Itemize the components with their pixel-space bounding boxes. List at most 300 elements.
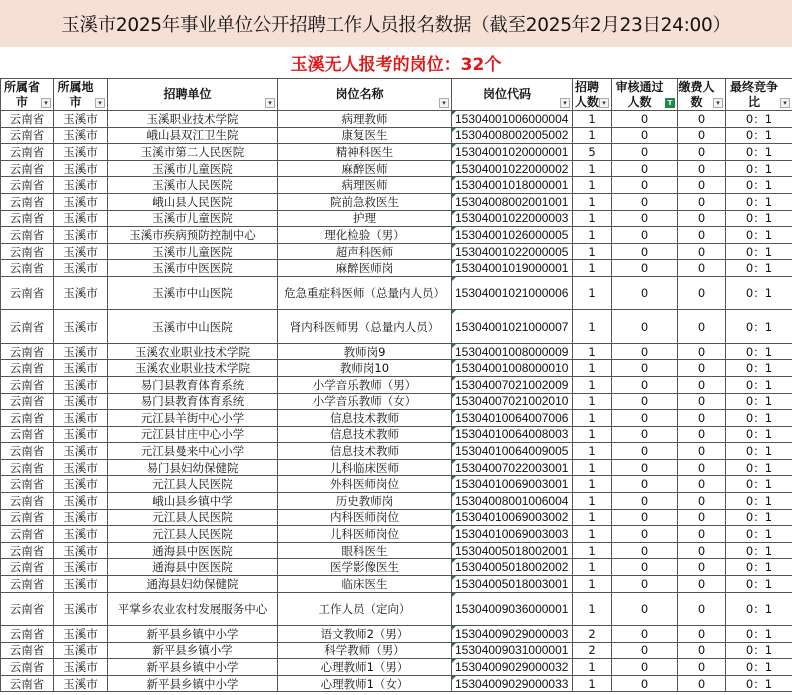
cell-employer[interactable]: 玉溪市第二人民医院: [108, 144, 278, 161]
cell-competition-ratio[interactable]: 0：1: [726, 576, 792, 593]
cell-competition-ratio[interactable]: 0：1: [726, 426, 792, 443]
cell-paid-count[interactable]: 0: [678, 526, 726, 543]
cell-province[interactable]: 云南省: [1, 210, 54, 227]
cell-province[interactable]: 云南省: [1, 626, 54, 643]
cell-hiring-count[interactable]: 1: [573, 509, 612, 526]
cell-approved-count[interactable]: 0: [612, 509, 678, 526]
cell-city[interactable]: 玉溪市: [54, 393, 108, 410]
cell-employer[interactable]: 玉溪市儿童医院: [108, 210, 278, 227]
cell-approved-count[interactable]: 0: [612, 227, 678, 244]
cell-employer[interactable]: 玉溪职业技术学院: [108, 111, 278, 128]
cell-city[interactable]: 玉溪市: [54, 260, 108, 277]
cell-position-code[interactable]: 15304001020000001: [452, 144, 573, 161]
cell-paid-count[interactable]: 0: [678, 111, 726, 128]
cell-paid-count[interactable]: 0: [678, 675, 726, 692]
cell-hiring-count[interactable]: 1: [573, 310, 612, 343]
cell-position-name[interactable]: 信息技术教师: [278, 410, 452, 427]
cell-paid-count[interactable]: 0: [678, 343, 726, 360]
cell-position-name[interactable]: 信息技术教师: [278, 443, 452, 460]
cell-employer[interactable]: 玉溪市儿童医院: [108, 160, 278, 177]
cell-city[interactable]: 玉溪市: [54, 410, 108, 427]
cell-province[interactable]: 云南省: [1, 227, 54, 244]
cell-paid-count[interactable]: 0: [678, 160, 726, 177]
cell-city[interactable]: 玉溪市: [54, 675, 108, 692]
cell-employer[interactable]: 玉溪农业职业技术学院: [108, 343, 278, 360]
cell-position-code[interactable]: 15304001018000001: [452, 177, 573, 194]
cell-position-name[interactable]: 小学音乐教师（男）: [278, 376, 452, 393]
cell-hiring-count[interactable]: 1: [573, 360, 612, 377]
cell-paid-count[interactable]: 0: [678, 642, 726, 659]
cell-approved-count[interactable]: 0: [612, 276, 678, 309]
cell-city[interactable]: 玉溪市: [54, 592, 108, 625]
cell-paid-count[interactable]: 0: [678, 127, 726, 144]
cell-employer[interactable]: 元江县人民医院: [108, 509, 278, 526]
cell-province[interactable]: 云南省: [1, 509, 54, 526]
cell-position-code[interactable]: 15304010069003001: [452, 476, 573, 493]
cell-employer[interactable]: 通海县中医医院: [108, 559, 278, 576]
cell-position-code[interactable]: 15304009029000003: [452, 626, 573, 643]
cell-position-name[interactable]: 临床医生: [278, 576, 452, 593]
cell-province[interactable]: 云南省: [1, 193, 54, 210]
cell-competition-ratio[interactable]: 0：1: [726, 343, 792, 360]
cell-paid-count[interactable]: 0: [678, 243, 726, 260]
cell-competition-ratio[interactable]: 0：1: [726, 360, 792, 377]
cell-competition-ratio[interactable]: 0：1: [726, 443, 792, 460]
cell-position-name[interactable]: 麻醉医师岗: [278, 260, 452, 277]
cell-competition-ratio[interactable]: 0：1: [726, 642, 792, 659]
cell-position-name[interactable]: 病理教师: [278, 111, 452, 128]
cell-employer[interactable]: 峨山县人民医院: [108, 193, 278, 210]
cell-hiring-count[interactable]: 1: [573, 659, 612, 676]
cell-paid-count[interactable]: 0: [678, 177, 726, 194]
cell-city[interactable]: 玉溪市: [54, 476, 108, 493]
cell-position-code[interactable]: 15304010064008003: [452, 426, 573, 443]
cell-competition-ratio[interactable]: 0：1: [726, 459, 792, 476]
cell-employer[interactable]: 峨山县双江卫生院: [108, 127, 278, 144]
cell-hiring-count[interactable]: 1: [573, 410, 612, 427]
filter-dropdown-icon[interactable]: ▾: [780, 98, 790, 108]
cell-province[interactable]: 云南省: [1, 526, 54, 543]
cell-hiring-count[interactable]: 1: [573, 127, 612, 144]
cell-hiring-count[interactable]: 1: [573, 559, 612, 576]
cell-position-name[interactable]: 儿科临床医师: [278, 459, 452, 476]
cell-competition-ratio[interactable]: 0：1: [726, 509, 792, 526]
cell-employer[interactable]: 易门县妇幼保健院: [108, 459, 278, 476]
cell-paid-count[interactable]: 0: [678, 576, 726, 593]
cell-city[interactable]: 玉溪市: [54, 360, 108, 377]
cell-approved-count[interactable]: 0: [612, 310, 678, 343]
cell-employer[interactable]: 玉溪市儿童医院: [108, 243, 278, 260]
cell-competition-ratio[interactable]: 0：1: [726, 127, 792, 144]
cell-province[interactable]: 云南省: [1, 343, 54, 360]
table-row: [1, 626, 792, 643]
cell-employer[interactable]: 平掌乡农业农村发展服务中心: [108, 592, 278, 625]
cell-paid-count[interactable]: 0: [678, 193, 726, 210]
cell-employer[interactable]: 元江县甘庄中心小学: [108, 426, 278, 443]
cell-province[interactable]: 云南省: [1, 360, 54, 377]
cell-position-name[interactable]: 肾内科医师男（总量内人员）: [278, 310, 452, 343]
cell-approved-count[interactable]: 0: [612, 559, 678, 576]
column-header-label: 审核通过人数: [615, 79, 664, 109]
cell-employer[interactable]: 元江县人民医院: [108, 526, 278, 543]
cell-approved-count[interactable]: 0: [612, 393, 678, 410]
cell-competition-ratio[interactable]: 0：1: [726, 526, 792, 543]
cell-province[interactable]: 云南省: [1, 127, 54, 144]
cell-competition-ratio[interactable]: 0：1: [726, 310, 792, 343]
cell-city[interactable]: 玉溪市: [54, 542, 108, 559]
cell-position-name[interactable]: 信息技术教师: [278, 426, 452, 443]
cell-position-name[interactable]: 科学教师（男）: [278, 642, 452, 659]
cell-employer[interactable]: 新平县乡镇中小学: [108, 659, 278, 676]
cell-employer[interactable]: 新平县乡镇小学: [108, 642, 278, 659]
cell-position-name[interactable]: 危急重症科医师（总量内人员）: [278, 276, 452, 309]
cell-position-code[interactable]: 15304009031000001: [452, 642, 573, 659]
cell-position-name[interactable]: 精神科医生: [278, 144, 452, 161]
cell-position-name[interactable]: 康复医生: [278, 127, 452, 144]
cell-paid-count[interactable]: 0: [678, 559, 726, 576]
cell-province[interactable]: 云南省: [1, 443, 54, 460]
cell-position-code[interactable]: 15304010064009005: [452, 443, 573, 460]
cell-approved-count[interactable]: 0: [612, 592, 678, 625]
cell-employer[interactable]: 新平县乡镇中小学: [108, 626, 278, 643]
cell-hiring-count[interactable]: 1: [573, 443, 612, 460]
cell-competition-ratio[interactable]: 0：1: [726, 260, 792, 277]
column-header-label: 所属地市: [57, 79, 94, 109]
cell-paid-count[interactable]: 0: [678, 592, 726, 625]
cell-paid-count[interactable]: 0: [678, 459, 726, 476]
cell-hiring-count[interactable]: 1: [573, 227, 612, 244]
cell-approved-count[interactable]: 0: [612, 542, 678, 559]
cell-position-code[interactable]: 15304001008000009: [452, 343, 573, 360]
cell-position-name[interactable]: 病理医师: [278, 177, 452, 194]
cell-employer[interactable]: 通海县中医医院: [108, 542, 278, 559]
cell-employer[interactable]: 峨山县乡镇中学: [108, 493, 278, 510]
cell-approved-count[interactable]: 0: [612, 360, 678, 377]
cell-approved-count[interactable]: 0: [612, 576, 678, 593]
cell-position-name[interactable]: 教师岗9: [278, 343, 452, 360]
cell-employer[interactable]: 玉溪市疾病预防控制中心: [108, 227, 278, 244]
cell-hiring-count[interactable]: 1: [573, 459, 612, 476]
cell-approved-count[interactable]: 0: [612, 526, 678, 543]
cell-province[interactable]: 云南省: [1, 393, 54, 410]
cell-position-name[interactable]: 院前急救医生: [278, 193, 452, 210]
cell-city[interactable]: 玉溪市: [54, 626, 108, 643]
cell-province[interactable]: 云南省: [1, 376, 54, 393]
cell-position-name[interactable]: 儿科医师岗位: [278, 526, 452, 543]
cell-paid-count[interactable]: 0: [678, 260, 726, 277]
cell-position-name[interactable]: 语文教师2（男）: [278, 626, 452, 643]
cell-approved-count[interactable]: 0: [612, 111, 678, 128]
cell-paid-count[interactable]: 0: [678, 542, 726, 559]
cell-employer[interactable]: 新平县乡镇中小学: [108, 675, 278, 692]
cell-city[interactable]: 玉溪市: [54, 177, 108, 194]
cell-competition-ratio[interactable]: 0：1: [726, 276, 792, 309]
cell-province[interactable]: 云南省: [1, 542, 54, 559]
cell-employer[interactable]: 通海县妇幼保健院: [108, 576, 278, 593]
filter-dropdown-icon[interactable]: ▾: [439, 98, 449, 108]
cell-position-name[interactable]: 眼科医生: [278, 542, 452, 559]
cell-city[interactable]: 玉溪市: [54, 343, 108, 360]
cell-position-code[interactable]: 15304007021002009: [452, 376, 573, 393]
cell-approved-count[interactable]: 0: [612, 193, 678, 210]
cell-position-code[interactable]: 15304007021002010: [452, 393, 573, 410]
cell-approved-count[interactable]: 0: [612, 210, 678, 227]
cell-approved-count[interactable]: 0: [612, 127, 678, 144]
cell-competition-ratio[interactable]: 0：1: [726, 559, 792, 576]
cell-position-code[interactable]: 15304009029000032: [452, 659, 573, 676]
cell-hiring-count[interactable]: 1: [573, 426, 612, 443]
cell-city[interactable]: 玉溪市: [54, 160, 108, 177]
cell-city[interactable]: 玉溪市: [54, 310, 108, 343]
cell-city[interactable]: 玉溪市: [54, 659, 108, 676]
cell-hiring-count[interactable]: 1: [573, 493, 612, 510]
cell-position-name[interactable]: 麻醉医师: [278, 160, 452, 177]
cell-paid-count[interactable]: 0: [678, 144, 726, 161]
cell-hiring-count[interactable]: 1: [573, 210, 612, 227]
cell-city[interactable]: 玉溪市: [54, 459, 108, 476]
cell-city[interactable]: 玉溪市: [54, 443, 108, 460]
cell-approved-count[interactable]: 0: [612, 626, 678, 643]
cell-province[interactable]: 云南省: [1, 177, 54, 194]
cell-city[interactable]: 玉溪市: [54, 509, 108, 526]
cell-position-code[interactable]: 15304005018002002: [452, 559, 573, 576]
cell-city[interactable]: 玉溪市: [54, 376, 108, 393]
cell-competition-ratio[interactable]: 0：1: [726, 111, 792, 128]
cell-paid-count[interactable]: 0: [678, 659, 726, 676]
cell-hiring-count[interactable]: 1: [573, 260, 612, 277]
cell-paid-count[interactable]: 0: [678, 276, 726, 309]
cell-province[interactable]: 云南省: [1, 476, 54, 493]
cell-paid-count[interactable]: 0: [678, 310, 726, 343]
cell-paid-count[interactable]: 0: [678, 443, 726, 460]
cell-city[interactable]: 玉溪市: [54, 193, 108, 210]
filter-dropdown-icon[interactable]: ▾: [560, 98, 570, 108]
cell-competition-ratio[interactable]: 0：1: [726, 675, 792, 692]
cell-competition-ratio[interactable]: 0：1: [726, 659, 792, 676]
cell-province[interactable]: 云南省: [1, 559, 54, 576]
cell-province[interactable]: 云南省: [1, 260, 54, 277]
cell-competition-ratio[interactable]: 0：1: [726, 476, 792, 493]
cell-hiring-count[interactable]: 1: [573, 276, 612, 309]
cell-province[interactable]: 云南省: [1, 310, 54, 343]
cell-competition-ratio[interactable]: 0：1: [726, 410, 792, 427]
cell-competition-ratio[interactable]: 0：1: [726, 193, 792, 210]
cell-paid-count[interactable]: 0: [678, 360, 726, 377]
cell-position-code[interactable]: 15304005018003001: [452, 576, 573, 593]
cell-hiring-count[interactable]: 2: [573, 642, 612, 659]
cell-city[interactable]: 玉溪市: [54, 227, 108, 244]
cell-position-name[interactable]: 医学影像医生: [278, 559, 452, 576]
cell-hiring-count[interactable]: 1: [573, 675, 612, 692]
cell-hiring-count[interactable]: 1: [573, 542, 612, 559]
cell-employer[interactable]: 易门县教育体育系统: [108, 376, 278, 393]
cell-position-code[interactable]: 15304007022003001: [452, 459, 573, 476]
cell-position-name[interactable]: 工作人员（定向）: [278, 592, 452, 625]
cell-position-code[interactable]: 15304008002005002: [452, 127, 573, 144]
cell-paid-count[interactable]: 0: [678, 410, 726, 427]
cell-city[interactable]: 玉溪市: [54, 276, 108, 309]
cell-position-code[interactable]: 15304009036000001: [452, 592, 573, 625]
cell-position-name[interactable]: 教师岗10: [278, 360, 452, 377]
cell-position-code[interactable]: 15304001022000002: [452, 160, 573, 177]
cell-position-code[interactable]: 15304010064007006: [452, 410, 573, 427]
cell-position-code[interactable]: 15304005018002001: [452, 542, 573, 559]
cell-approved-count[interactable]: 0: [612, 410, 678, 427]
cell-approved-count[interactable]: 0: [612, 243, 678, 260]
filter-dropdown-icon[interactable]: ▾: [599, 98, 609, 108]
cell-competition-ratio[interactable]: 0：1: [726, 376, 792, 393]
cell-hiring-count[interactable]: 5: [573, 144, 612, 161]
cell-hiring-count[interactable]: 1: [573, 393, 612, 410]
cell-approved-count[interactable]: 0: [612, 160, 678, 177]
cell-city[interactable]: 玉溪市: [54, 559, 108, 576]
cell-province[interactable]: 云南省: [1, 576, 54, 593]
cell-hiring-count[interactable]: 2: [573, 626, 612, 643]
cell-employer[interactable]: 玉溪市中山医院: [108, 310, 278, 343]
cell-position-code[interactable]: 15304009029000033: [452, 675, 573, 692]
cell-paid-count[interactable]: 0: [678, 210, 726, 227]
cell-hiring-count[interactable]: 1: [573, 592, 612, 625]
cell-position-code[interactable]: 15304001022000003: [452, 210, 573, 227]
cell-province[interactable]: 云南省: [1, 160, 54, 177]
cell-city[interactable]: 玉溪市: [54, 210, 108, 227]
cell-position-name[interactable]: 小学音乐教师（女）: [278, 393, 452, 410]
cell-employer[interactable]: 玉溪农业职业技术学院: [108, 360, 278, 377]
cell-province[interactable]: 云南省: [1, 642, 54, 659]
cell-competition-ratio[interactable]: 0：1: [726, 243, 792, 260]
cell-position-code[interactable]: 15304008002001001: [452, 193, 573, 210]
cell-employer[interactable]: 玉溪市中山医院: [108, 276, 278, 309]
cell-paid-count[interactable]: 0: [678, 227, 726, 244]
cell-province[interactable]: 云南省: [1, 675, 54, 692]
cell-city[interactable]: 玉溪市: [54, 426, 108, 443]
cell-position-name[interactable]: 理化检验（男）: [278, 227, 452, 244]
cell-province[interactable]: 云南省: [1, 493, 54, 510]
cell-competition-ratio[interactable]: 0：1: [726, 177, 792, 194]
cell-city[interactable]: 玉溪市: [54, 144, 108, 161]
cell-hiring-count[interactable]: 1: [573, 177, 612, 194]
cell-hiring-count[interactable]: 1: [573, 526, 612, 543]
cell-paid-count[interactable]: 0: [678, 426, 726, 443]
cell-province[interactable]: 云南省: [1, 243, 54, 260]
cell-province[interactable]: 云南省: [1, 459, 54, 476]
cell-province[interactable]: 云南省: [1, 111, 54, 128]
cell-competition-ratio[interactable]: 0：1: [726, 210, 792, 227]
cell-province[interactable]: 云南省: [1, 144, 54, 161]
cell-employer[interactable]: 元江县人民医院: [108, 476, 278, 493]
cell-province[interactable]: 云南省: [1, 410, 54, 427]
cell-approved-count[interactable]: 0: [612, 260, 678, 277]
cell-hiring-count[interactable]: 1: [573, 343, 612, 360]
cell-hiring-count[interactable]: 1: [573, 111, 612, 128]
cell-approved-count[interactable]: 0: [612, 675, 678, 692]
cell-position-name[interactable]: 内科医师岗位: [278, 509, 452, 526]
cell-competition-ratio[interactable]: 0：1: [726, 227, 792, 244]
cell-approved-count[interactable]: 0: [612, 642, 678, 659]
cell-city[interactable]: 玉溪市: [54, 111, 108, 128]
cell-position-name[interactable]: 护理: [278, 210, 452, 227]
cell-city[interactable]: 玉溪市: [54, 493, 108, 510]
filter-dropdown-icon[interactable]: ▾: [95, 98, 105, 108]
filter-dropdown-icon[interactable]: ▾: [265, 98, 275, 108]
cell-competition-ratio[interactable]: 0：1: [726, 160, 792, 177]
cell-approved-count[interactable]: 0: [612, 177, 678, 194]
cell-position-code[interactable]: 15304010069003002: [452, 509, 573, 526]
cell-competition-ratio[interactable]: 0：1: [726, 542, 792, 559]
cell-province[interactable]: 云南省: [1, 276, 54, 309]
cell-position-code[interactable]: 15304010069003003: [452, 526, 573, 543]
cell-position-name[interactable]: 心理教师1（男）: [278, 659, 452, 676]
filter-active-icon[interactable]: T: [665, 98, 675, 108]
cell-hiring-count[interactable]: 1: [573, 376, 612, 393]
cell-approved-count[interactable]: 0: [612, 426, 678, 443]
cell-city[interactable]: 玉溪市: [54, 642, 108, 659]
cell-approved-count[interactable]: 0: [612, 493, 678, 510]
cell-position-code[interactable]: 15304001022000005: [452, 243, 573, 260]
cell-competition-ratio[interactable]: 0：1: [726, 493, 792, 510]
cell-hiring-count[interactable]: 1: [573, 576, 612, 593]
cell-competition-ratio[interactable]: 0：1: [726, 592, 792, 625]
cell-position-code[interactable]: 15304001006000004: [452, 111, 573, 128]
cell-province[interactable]: 云南省: [1, 659, 54, 676]
cell-position-code[interactable]: 15304008001006004: [452, 493, 573, 510]
cell-paid-count[interactable]: 0: [678, 493, 726, 510]
cell-position-code[interactable]: 15304001021000007: [452, 310, 573, 343]
cell-paid-count[interactable]: 0: [678, 509, 726, 526]
cell-approved-count[interactable]: 0: [612, 459, 678, 476]
cell-approved-count[interactable]: 0: [612, 476, 678, 493]
cell-position-name[interactable]: 外科医师岗位: [278, 476, 452, 493]
cell-hiring-count[interactable]: 1: [573, 160, 612, 177]
cell-hiring-count[interactable]: 1: [573, 476, 612, 493]
cell-paid-count[interactable]: 0: [678, 626, 726, 643]
cell-city[interactable]: 玉溪市: [54, 127, 108, 144]
cell-approved-count[interactable]: 0: [612, 659, 678, 676]
cell-city[interactable]: 玉溪市: [54, 576, 108, 593]
filter-dropdown-icon[interactable]: ▾: [713, 98, 723, 108]
cell-position-name[interactable]: 超声科医师: [278, 243, 452, 260]
cell-employer[interactable]: 玉溪市人民医院: [108, 177, 278, 194]
cell-city[interactable]: 玉溪市: [54, 243, 108, 260]
cell-position-code[interactable]: 15304001008000010: [452, 360, 573, 377]
cell-position-code[interactable]: 15304001019000001: [452, 260, 573, 277]
cell-approved-count[interactable]: 0: [612, 144, 678, 161]
cell-employer[interactable]: 玉溪市中医医院: [108, 260, 278, 277]
cell-competition-ratio[interactable]: 0：1: [726, 626, 792, 643]
cell-competition-ratio[interactable]: 0：1: [726, 393, 792, 410]
cell-hiring-count[interactable]: 1: [573, 193, 612, 210]
cell-position-code[interactable]: 15304001026000005: [452, 227, 573, 244]
cell-province[interactable]: 云南省: [1, 426, 54, 443]
cell-employer[interactable]: 易门县教育体育系统: [108, 393, 278, 410]
cell-city[interactable]: 玉溪市: [54, 526, 108, 543]
cell-paid-count[interactable]: 0: [678, 393, 726, 410]
cell-employer[interactable]: 元江县羊街中心小学: [108, 410, 278, 427]
cell-competition-ratio[interactable]: 0：1: [726, 144, 792, 161]
cell-position-name[interactable]: 心理教师1（女）: [278, 675, 452, 692]
cell-paid-count[interactable]: 0: [678, 476, 726, 493]
filter-dropdown-icon[interactable]: ▾: [41, 98, 51, 108]
cell-approved-count[interactable]: 0: [612, 376, 678, 393]
cell-approved-count[interactable]: 0: [612, 343, 678, 360]
cell-approved-count[interactable]: 0: [612, 443, 678, 460]
cell-employer[interactable]: 元江县曼来中心小学: [108, 443, 278, 460]
cell-position-code[interactable]: 15304001021000006: [452, 276, 573, 309]
cell-province[interactable]: 云南省: [1, 592, 54, 625]
cell-hiring-count[interactable]: 1: [573, 243, 612, 260]
cell-paid-count[interactable]: 0: [678, 376, 726, 393]
cell-position-name[interactable]: 历史教师岗: [278, 493, 452, 510]
